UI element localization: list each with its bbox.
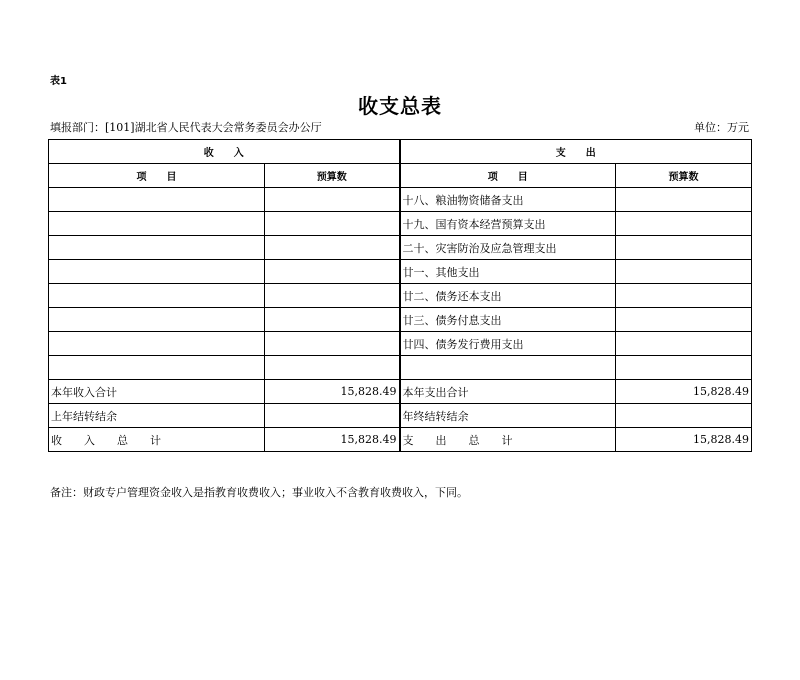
table-row	[49, 212, 752, 236]
expense-item-cell	[400, 356, 616, 380]
expense-budget-cell	[616, 356, 752, 380]
unit-label: 单位：万元	[694, 121, 749, 134]
income-budget-cell	[265, 212, 400, 236]
table-row	[49, 260, 752, 284]
income-budget-cell: 15,828.49	[265, 380, 400, 404]
income-item-header: 项 目	[49, 164, 265, 188]
table-row	[49, 404, 752, 428]
expense-budget-cell: 15,828.49	[616, 380, 752, 404]
table-row	[49, 284, 752, 308]
income-budget-cell	[265, 284, 400, 308]
income-budget-cell	[265, 308, 400, 332]
income-budget-cell	[265, 188, 400, 212]
expense-budget-cell	[616, 236, 752, 260]
income-item-cell: 上年结转结余	[49, 404, 265, 428]
table-row	[49, 236, 752, 260]
expense-budget-cell: 15,828.49	[616, 428, 752, 452]
expense-item-cell: 廿一、其他支出	[400, 260, 616, 284]
table-row	[49, 380, 752, 404]
income-budget-cell	[265, 332, 400, 356]
expense-budget-cell	[616, 212, 752, 236]
filling-department: 填报部门：[101]湖北省人民代表大会常务委员会办公厅	[50, 121, 322, 134]
income-item-cell	[49, 284, 265, 308]
expense-item-cell: 十八、粮油物资储备支出	[400, 188, 616, 212]
expense-budget-cell	[616, 332, 752, 356]
income-budget-cell	[265, 356, 400, 380]
expense-budget-cell	[616, 308, 752, 332]
column-header-row	[49, 164, 752, 188]
income-item-cell	[49, 236, 265, 260]
footnote: 备注：财政专户管理资金收入是指教育收费收入；事业收入不含教育收费收入，下同。	[50, 486, 468, 499]
expense-section-header: 支 出	[400, 140, 752, 164]
income-item-cell	[49, 332, 265, 356]
section-header-row	[49, 140, 752, 164]
income-item-cell: 本年收入合计	[49, 380, 265, 404]
expense-item-cell: 二十、灾害防治及应急管理支出	[400, 236, 616, 260]
table-row	[49, 308, 752, 332]
expense-item-cell: 廿四、债务发行费用支出	[400, 332, 616, 356]
table-number: 表1	[50, 76, 67, 87]
expense-item-cell: 十九、国有资本经营预算支出	[400, 212, 616, 236]
table-row	[49, 188, 752, 212]
expense-item-header: 项 目	[400, 164, 616, 188]
expense-budget-cell	[616, 260, 752, 284]
income-budget-cell: 15,828.49	[265, 428, 400, 452]
expense-budget-cell	[616, 284, 752, 308]
income-item-cell: 收 入 总 计	[49, 428, 265, 452]
income-item-cell	[49, 356, 265, 380]
income-section-header: 收 入	[49, 140, 400, 164]
income-budget-cell	[265, 236, 400, 260]
income-budget-cell	[265, 404, 400, 428]
expense-budget-cell	[616, 188, 752, 212]
income-item-cell	[49, 188, 265, 212]
income-item-cell	[49, 260, 265, 284]
income-item-cell	[49, 308, 265, 332]
income-expense-table	[48, 139, 752, 452]
income-budget-header: 预算数	[265, 164, 400, 188]
expense-budget-cell	[616, 404, 752, 428]
expense-item-cell: 年终结转结余	[400, 404, 616, 428]
expense-item-cell: 廿二、债务还本支出	[400, 284, 616, 308]
page-title: 收支总表	[358, 94, 442, 118]
expense-item-cell: 本年支出合计	[400, 380, 616, 404]
income-item-cell	[49, 212, 265, 236]
table-row	[49, 356, 752, 380]
expense-budget-header: 预算数	[616, 164, 752, 188]
income-budget-cell	[265, 260, 400, 284]
expense-item-cell: 支 出 总 计	[400, 428, 616, 452]
expense-item-cell: 廿三、债务付息支出	[400, 308, 616, 332]
table-row	[49, 428, 752, 452]
table-row	[49, 332, 752, 356]
